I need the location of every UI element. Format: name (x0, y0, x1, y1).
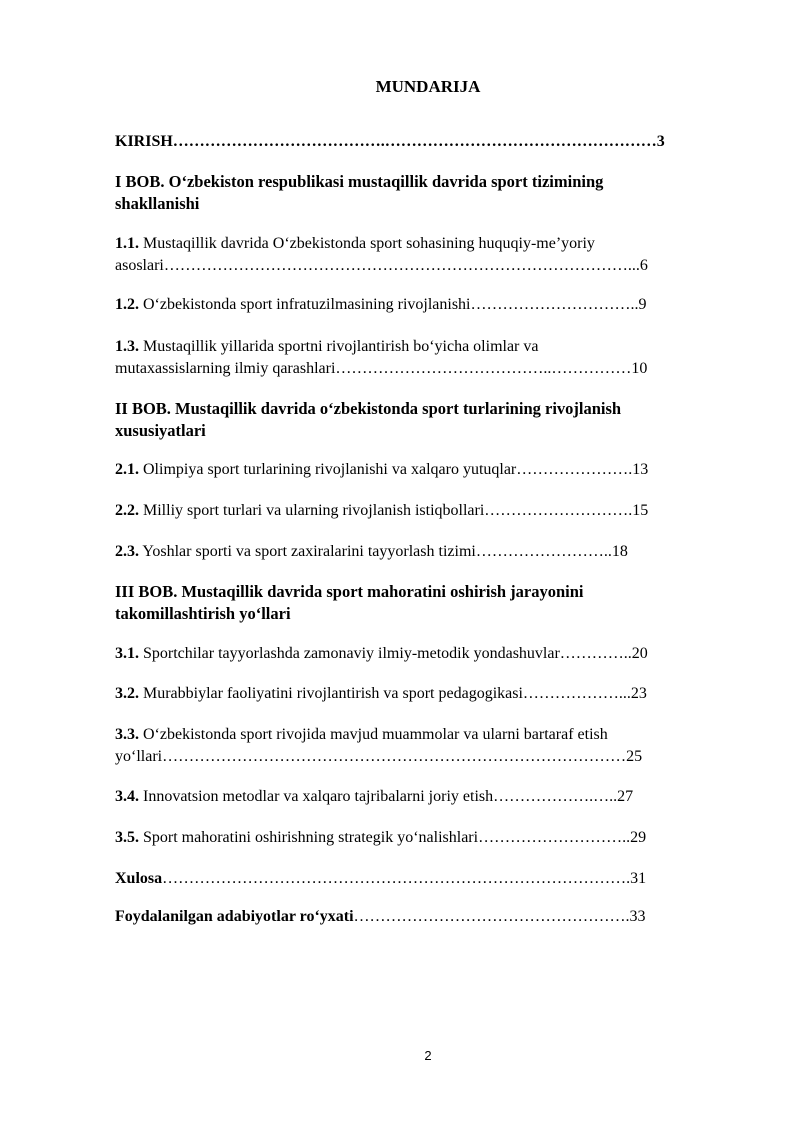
toc-entry-text: O‘zbekistonda sport rivojida mavjud muammolar va ularni bartaraf etish (139, 726, 608, 743)
toc-entry-text: Milliy sport turlari va ularning rivojlanish istiqbollari……………………….15 (139, 502, 649, 519)
toc-entry-text: Sportchilar tayyorlashda zamonaviy ilmiy-metodik yondashuvlar…………..20 (139, 645, 648, 662)
toc-entry-3-2[interactable] (115, 683, 740, 705)
toc-entry-3-4[interactable] (115, 786, 740, 808)
toc-entry-text: O‘zbekistonda sport infratuzilmasining rivojlanishi…………………………..9 (139, 296, 647, 313)
toc-entry-references[interactable] (115, 906, 740, 928)
toc-chapter-1[interactable] (115, 171, 740, 215)
toc-entry-number: 1.2. (115, 296, 139, 313)
toc-entry-number: 2.1. (115, 461, 139, 478)
page-number: 2 (424, 1048, 432, 1063)
toc-entry-number: 3.4. (115, 788, 139, 805)
toc-entry-text: Yoshlar sporti va sport zaxiralarini tayyorlash tizimi……………………..18 (139, 543, 628, 560)
toc-entry-label: Foydalanilgan adabiyotlar ro‘yxati (115, 908, 354, 925)
toc-entry-text: Olimpiya sport turlarining rivojlanishi va xalqaro yutuqlar………………….13 (139, 461, 649, 478)
toc-entry-text: mutaxassislarning ilmiy qarashlari…………………………………..……………10 (115, 360, 648, 377)
toc-entry-label: KIRISH………………………………….……………………………………………3 (115, 133, 665, 150)
toc-entry-text: Innovatsion metodlar va xalqaro tajribalarni joriy etish……………….…..27 (139, 788, 634, 805)
toc-entry-number: 3.3. (115, 726, 139, 743)
toc-entry-text: …………………………………………….33 (353, 908, 646, 925)
chapter-title-line: shakllanishi (115, 194, 200, 213)
toc-entry-text: yo‘llari……………………………………………………………………………25 (115, 748, 643, 765)
chapter-title-line: I BOB. O‘zbekiston respublikasi mustaqillik davrida sport tizimining (115, 172, 604, 191)
toc-entry-text: Sport mahoratini oshirishning strategik yo‘nalishlari………………………..29 (139, 829, 647, 846)
toc-entry-text: asoslari……………………………………………………………………………...6 (115, 257, 648, 274)
chapter-title-line: II BOB. Mustaqillik davrida o‘zbekistonda sport turlarining rivojlanish (115, 399, 622, 418)
toc-entry-number: 3.5. (115, 829, 139, 846)
toc-entry-1-2[interactable] (115, 294, 740, 316)
toc-entry-number: 1.1. (115, 235, 139, 252)
toc-entry-number: 3.2. (115, 685, 139, 702)
toc-entry-2-1[interactable] (115, 459, 740, 481)
chapter-title-line: takomillashtirish yo‘llari (115, 604, 291, 623)
toc-entry-number: 1.3. (115, 338, 139, 355)
toc-entry-3-1[interactable] (115, 643, 740, 665)
toc-entry-3-3[interactable] (115, 724, 740, 768)
page-title: MUNDARIJA (375, 77, 481, 96)
toc-entry-number: 2.2. (115, 502, 139, 519)
toc-entry-kirish[interactable] (115, 131, 740, 153)
toc-entry-label: Xulosa (115, 870, 163, 887)
toc-chapter-2[interactable] (115, 398, 740, 442)
toc-entry-text: Mustaqillik yillarida sportni rivojlantirish bo‘yicha olimlar va (139, 338, 539, 355)
toc-entry-text: …………………………………………………………………………….31 (162, 870, 647, 887)
toc-entry-2-3[interactable] (115, 541, 740, 563)
toc-entry-text: Mustaqillik davrida O‘zbekistonda sport sohasining huquqiy-me’yoriy (139, 235, 595, 252)
toc-chapter-3[interactable] (115, 581, 740, 625)
toc-entry-1-1[interactable] (115, 233, 740, 277)
toc-entry-number: 3.1. (115, 645, 139, 662)
toc-entry-2-2[interactable] (115, 500, 740, 522)
toc-entry-3-5[interactable] (115, 827, 740, 849)
toc-entry-xulosa[interactable] (115, 868, 740, 890)
toc-entry-text: Murabbiylar faoliyatini rivojlantirish va sport pedagogikasi………………...23 (139, 685, 647, 702)
chapter-title-line: xususiyatlari (115, 421, 206, 440)
chapter-title-line: III BOB. Mustaqillik davrida sport mahoratini oshirish jarayonini (115, 582, 584, 601)
toc-entry-1-3[interactable] (115, 336, 740, 380)
toc-entry-number: 2.3. (115, 543, 139, 560)
